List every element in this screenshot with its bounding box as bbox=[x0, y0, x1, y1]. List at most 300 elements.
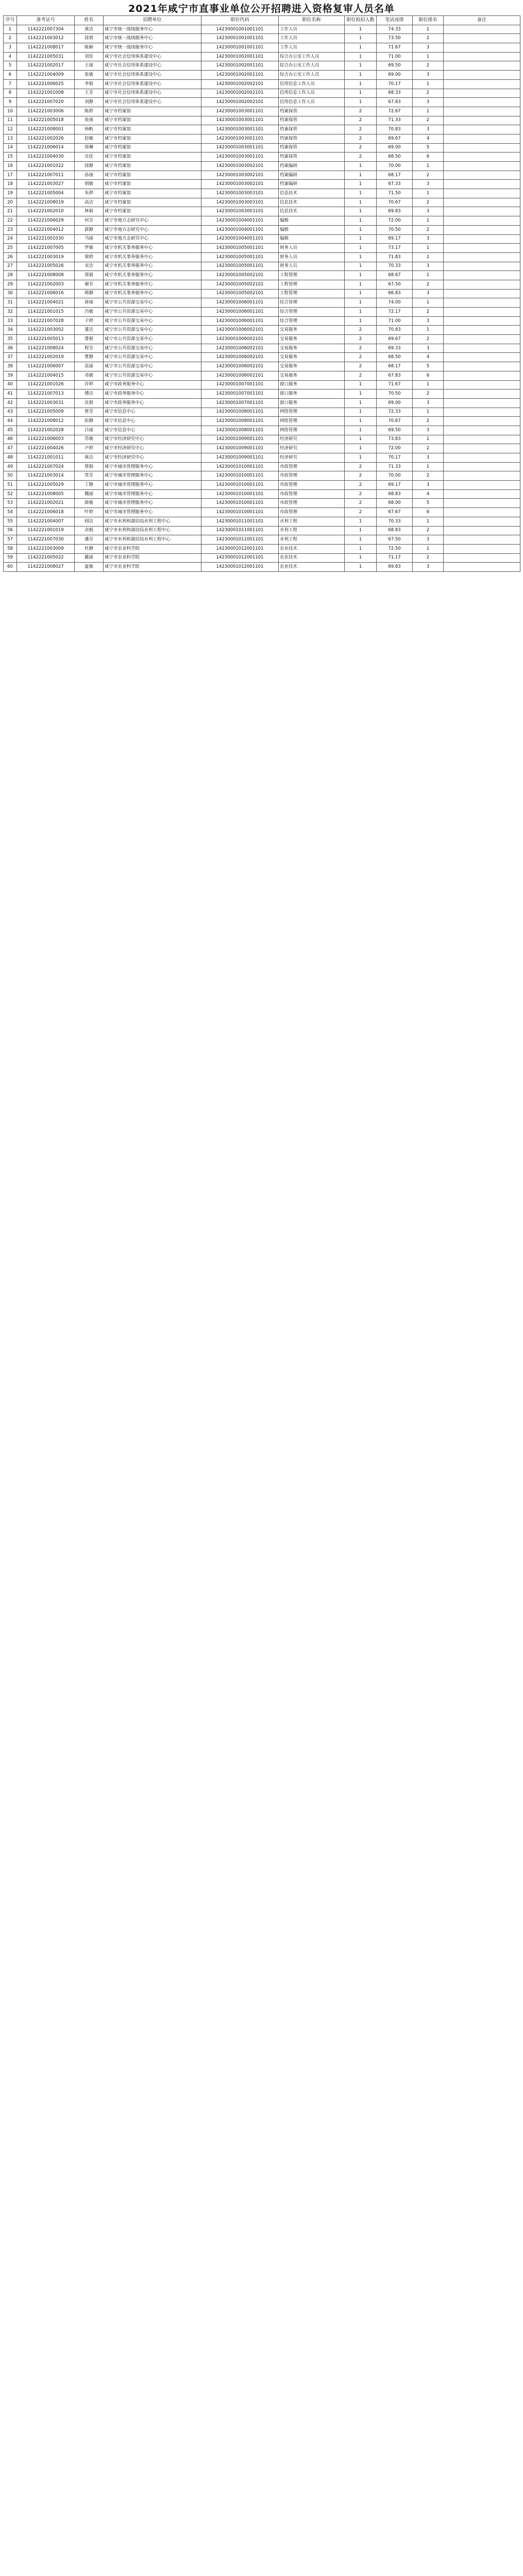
table-row bbox=[4, 471, 520, 481]
table-cell: 3 bbox=[413, 535, 444, 545]
table-row bbox=[4, 371, 520, 380]
table-cell: 财务人员 bbox=[279, 252, 345, 262]
table-row bbox=[4, 289, 520, 298]
table-cell: 21 bbox=[4, 207, 17, 216]
table-cell: 2 bbox=[413, 526, 444, 535]
table-cell: 45 bbox=[4, 426, 17, 435]
table-cell: 70.67 bbox=[377, 417, 413, 426]
table-cell: 卢婷 bbox=[75, 444, 104, 453]
table-cell: 2 bbox=[413, 252, 444, 262]
table-cell: 丁静 bbox=[75, 481, 104, 490]
table-row bbox=[4, 481, 520, 490]
table-cell: 交易服务 bbox=[279, 344, 345, 353]
table-cell: 韩静 bbox=[75, 289, 104, 298]
table-row bbox=[4, 280, 520, 289]
table-cell: 29 bbox=[4, 280, 17, 289]
table-cell: 工程管理 bbox=[279, 280, 345, 289]
table-cell: 1142221007005 bbox=[17, 244, 75, 253]
table-cell: 14230001004001101 bbox=[201, 234, 279, 244]
table-cell: 73.83 bbox=[377, 435, 413, 444]
table-cell: 咸宁市公共资源交易中心 bbox=[104, 344, 201, 353]
table-cell bbox=[444, 280, 520, 289]
table-cell bbox=[444, 171, 520, 180]
table-cell: 14230001012001101 bbox=[201, 563, 279, 572]
table-cell: 1 bbox=[345, 271, 377, 280]
table-cell: 70.83 bbox=[377, 326, 413, 335]
table-cell: 1142221008019 bbox=[17, 198, 75, 207]
table-cell bbox=[444, 544, 520, 553]
table-cell: 信用信息工作人员 bbox=[279, 98, 345, 107]
table-cell: 68.17 bbox=[377, 362, 413, 371]
table-cell: 14230001009001101 bbox=[201, 444, 279, 453]
table-cell bbox=[444, 526, 520, 535]
table-cell: 1 bbox=[345, 289, 377, 298]
table-row bbox=[4, 162, 520, 171]
table-cell: 工作人员 bbox=[279, 34, 345, 43]
table-cell: 51 bbox=[4, 481, 17, 490]
table-header-row bbox=[4, 16, 520, 25]
table-cell: 2 bbox=[345, 481, 377, 490]
table-cell: 咸宁市社会信用体系建设中心 bbox=[104, 98, 201, 107]
table-cell: 赵敏 bbox=[75, 134, 104, 143]
table-cell: 48 bbox=[4, 453, 17, 463]
table-cell: 咸宁市档案馆 bbox=[104, 189, 201, 198]
table-cell: 交易服务 bbox=[279, 326, 345, 335]
table-cell: 37 bbox=[4, 353, 17, 362]
table-cell: 1142221008024 bbox=[17, 344, 75, 353]
table-cell bbox=[444, 353, 520, 362]
table-cell: 交易服务 bbox=[279, 371, 345, 380]
table-cell: 余娟 bbox=[75, 526, 104, 535]
table-row bbox=[4, 143, 520, 152]
table-cell: 2 bbox=[345, 152, 377, 162]
table-cell: 1 bbox=[345, 244, 377, 253]
table-cell: 咸宁市农业科学院 bbox=[104, 553, 201, 563]
table-cell: 咸宁市农业科学院 bbox=[104, 563, 201, 572]
table-cell: 档案保管 bbox=[279, 107, 345, 116]
table-cell: 2 bbox=[413, 198, 444, 207]
table-cell: 咸宁市水利和湖泊局水利工程中心 bbox=[104, 526, 201, 535]
table-cell: 5 bbox=[4, 61, 17, 71]
table-cell: 1142221003014 bbox=[17, 471, 75, 481]
table-cell: 14230001005001101 bbox=[201, 244, 279, 253]
table-row bbox=[4, 198, 520, 207]
table-cell bbox=[444, 426, 520, 435]
table-cell: 2 bbox=[345, 508, 377, 517]
table-cell: 咸宁市档案馆 bbox=[104, 125, 201, 134]
table-cell: 71.33 bbox=[377, 462, 413, 471]
table-cell: 咸宁市经济研究中心 bbox=[104, 453, 201, 463]
table-cell: 3 bbox=[413, 344, 444, 353]
table-cell: 2 bbox=[345, 326, 377, 335]
table-row bbox=[4, 526, 520, 535]
table-cell: 3 bbox=[4, 43, 17, 53]
table-cell: 14230001003001101 bbox=[201, 134, 279, 143]
table-cell: 14230001010001101 bbox=[201, 508, 279, 517]
table-row bbox=[4, 426, 520, 435]
table-cell: 44 bbox=[4, 417, 17, 426]
table-cell bbox=[444, 362, 520, 371]
table-cell: 档案编研 bbox=[279, 171, 345, 180]
table-cell: 68.83 bbox=[377, 526, 413, 535]
table-cell: 1142221003027 bbox=[17, 180, 75, 189]
table-cell: 1 bbox=[345, 171, 377, 180]
table-row bbox=[4, 180, 520, 189]
table-cell: 咸宁市档案馆 bbox=[104, 134, 201, 143]
table-cell: 交易服务 bbox=[279, 362, 345, 371]
table-row bbox=[4, 216, 520, 226]
table-cell: 31 bbox=[4, 298, 17, 308]
table-cell: 1 bbox=[413, 271, 444, 280]
table-cell: 14230001006001101 bbox=[201, 316, 279, 326]
table-cell: 咸宁市档案馆 bbox=[104, 207, 201, 216]
table-cell: 23 bbox=[4, 225, 17, 234]
table-cell: 1 bbox=[345, 79, 377, 89]
table-cell: 3 bbox=[413, 125, 444, 134]
table-row bbox=[4, 271, 520, 280]
table-cell bbox=[444, 43, 520, 53]
table-cell: 郭静 bbox=[75, 225, 104, 234]
table-cell: 1 bbox=[345, 180, 377, 189]
table-row bbox=[4, 116, 520, 125]
table-cell: 70.50 bbox=[377, 389, 413, 399]
table-cell bbox=[444, 25, 520, 34]
table-cell: 14230001002001101 bbox=[201, 71, 279, 80]
table-cell: 42 bbox=[4, 398, 17, 408]
table-cell: 薛敏 bbox=[75, 499, 104, 508]
table-cell: 1142221006007 bbox=[17, 362, 75, 371]
table-cell: 69.17 bbox=[377, 234, 413, 244]
table-cell bbox=[444, 162, 520, 171]
document-page bbox=[3, 2, 520, 572]
table-cell: 54 bbox=[4, 508, 17, 517]
table-cell: 14230001006002101 bbox=[201, 335, 279, 344]
table-cell: 夏敏 bbox=[75, 563, 104, 572]
table-cell: 水利工程 bbox=[279, 526, 345, 535]
table-cell: 2 bbox=[345, 125, 377, 134]
table-cell bbox=[444, 380, 520, 389]
table-cell: 咸宁市公共资源交易中心 bbox=[104, 362, 201, 371]
table-cell: 6 bbox=[413, 508, 444, 517]
table-cell: 1 bbox=[345, 553, 377, 563]
table-cell: 谢芳 bbox=[75, 280, 104, 289]
table-cell: 信息技术 bbox=[279, 189, 345, 198]
table-cell: 71.17 bbox=[377, 553, 413, 563]
table-cell: 14 bbox=[4, 143, 17, 152]
table-cell: 70.33 bbox=[377, 262, 413, 271]
table-cell: 1 bbox=[345, 189, 377, 198]
table-cell: 窗口服务 bbox=[279, 389, 345, 399]
table-cell: 阎洁 bbox=[75, 517, 104, 526]
table-cell: 1142221002019 bbox=[17, 353, 75, 362]
table-cell: 1142221005018 bbox=[17, 116, 75, 125]
table-cell: 1 bbox=[345, 61, 377, 71]
table-cell: 咸宁市档案馆 bbox=[104, 116, 201, 125]
table-cell bbox=[444, 316, 520, 326]
table-cell: 68.83 bbox=[377, 489, 413, 499]
table-cell: 71.67 bbox=[377, 43, 413, 53]
table-cell: 38 bbox=[4, 362, 17, 371]
table-cell: 市政管理 bbox=[279, 471, 345, 481]
table-cell: 14230001008001101 bbox=[201, 417, 279, 426]
table-row bbox=[4, 462, 520, 471]
table-cell: 52 bbox=[4, 489, 17, 499]
table-cell: 14230001010001101 bbox=[201, 481, 279, 490]
table-cell: 网络管理 bbox=[279, 408, 345, 417]
table-row bbox=[4, 353, 520, 362]
table-cell: 14230001002001101 bbox=[201, 61, 279, 71]
table-cell: 71.67 bbox=[377, 380, 413, 389]
table-cell: 14230001003003101 bbox=[201, 189, 279, 198]
table-cell: 70.67 bbox=[377, 198, 413, 207]
table-cell: 58 bbox=[4, 544, 17, 553]
table-cell: 4 bbox=[413, 353, 444, 362]
table-cell: 2 bbox=[413, 61, 444, 71]
table-cell: 综合办公室工作人员 bbox=[279, 71, 345, 80]
table-cell: 2 bbox=[345, 335, 377, 344]
table-row bbox=[4, 535, 520, 545]
table-cell: 档案编研 bbox=[279, 180, 345, 189]
table-cell: 1142221004009 bbox=[17, 71, 75, 80]
table-cell bbox=[444, 271, 520, 280]
table-row bbox=[4, 435, 520, 444]
table-cell: 咸宁市公共资源交易中心 bbox=[104, 298, 201, 308]
table-cell: 潘芳 bbox=[75, 535, 104, 545]
table-cell: 刘佳 bbox=[75, 52, 104, 61]
table-cell: 咸宁市社会信用体系建设中心 bbox=[104, 89, 201, 98]
table-cell: 咸宁市社会信用体系建设中心 bbox=[104, 79, 201, 89]
table-cell: 14230001010001101 bbox=[201, 471, 279, 481]
table-cell bbox=[444, 344, 520, 353]
table-cell: 1 bbox=[345, 426, 377, 435]
table-cell: 14230001006002101 bbox=[201, 326, 279, 335]
table-cell: 吕丽 bbox=[75, 426, 104, 435]
table-cell: 14230001003001101 bbox=[201, 143, 279, 152]
table-cell: 14230001005001101 bbox=[201, 262, 279, 271]
table-cell bbox=[444, 116, 520, 125]
table-cell: 市政管理 bbox=[279, 481, 345, 490]
table-cell: 1 bbox=[345, 162, 377, 171]
table-cell: 2 bbox=[413, 553, 444, 563]
table-cell: 咸宁市经济研究中心 bbox=[104, 435, 201, 444]
table-cell: 14230001003002101 bbox=[201, 180, 279, 189]
table-cell: 1142221001008 bbox=[17, 89, 75, 98]
table-cell: 74.00 bbox=[377, 298, 413, 308]
table-cell bbox=[444, 499, 520, 508]
table-cell: 陈婷 bbox=[75, 107, 104, 116]
table-cell: 农业技术 bbox=[279, 544, 345, 553]
table-cell: 1142221001015 bbox=[17, 308, 75, 317]
table-cell: 43 bbox=[4, 408, 17, 417]
table-cell: 综合管理 bbox=[279, 308, 345, 317]
table-cell: 罗敏 bbox=[75, 244, 104, 253]
table-cell: 徐倩 bbox=[75, 34, 104, 43]
table-cell: 窗口服务 bbox=[279, 380, 345, 389]
table-row bbox=[4, 189, 520, 198]
table-cell: 2 bbox=[345, 362, 377, 371]
table-cell: 3 bbox=[413, 43, 444, 53]
table-cell: 咸宁市机关事务服务中心 bbox=[104, 271, 201, 280]
table-cell: 1142221005031 bbox=[17, 52, 75, 61]
table-cell: 1 bbox=[345, 207, 377, 216]
table-cell: 综合管理 bbox=[279, 316, 345, 326]
table-cell bbox=[444, 216, 520, 226]
table-cell: 1 bbox=[413, 544, 444, 553]
table-cell: 14230001003001101 bbox=[201, 107, 279, 116]
table-cell: 综合办公室工作人员 bbox=[279, 52, 345, 61]
table-cell: 9 bbox=[4, 98, 17, 107]
table-cell: 1 bbox=[345, 25, 377, 34]
table-cell: 14230001003001101 bbox=[201, 152, 279, 162]
table-cell: 14230001008001101 bbox=[201, 408, 279, 417]
table-cell: 14230001005002101 bbox=[201, 289, 279, 298]
table-cell: 2 bbox=[345, 462, 377, 471]
table-cell: 咸宁市信息中心 bbox=[104, 426, 201, 435]
table-cell: 14230001002002101 bbox=[201, 98, 279, 107]
table-cell bbox=[444, 152, 520, 162]
table-cell: 杜静 bbox=[75, 544, 104, 553]
table-cell: 12 bbox=[4, 125, 17, 134]
table-cell: 72.17 bbox=[377, 308, 413, 317]
table-cell: 咸宁市经济研究中心 bbox=[104, 444, 201, 453]
table-cell: 1 bbox=[345, 89, 377, 98]
table-cell: 市政管理 bbox=[279, 462, 345, 471]
table-cell: 咸宁市公共资源交易中心 bbox=[104, 371, 201, 380]
table-cell: 14230001003002101 bbox=[201, 162, 279, 171]
table-cell: 17 bbox=[4, 171, 17, 180]
header-cell: 准考证号 bbox=[17, 16, 75, 25]
table-cell: 68.50 bbox=[377, 152, 413, 162]
table-cell: 73.17 bbox=[377, 244, 413, 253]
table-cell: 36 bbox=[4, 344, 17, 353]
table-cell: 19 bbox=[4, 189, 17, 198]
table-cell: 1142221008005 bbox=[17, 489, 75, 499]
table-cell: 70.33 bbox=[377, 517, 413, 526]
table-cell: 2 bbox=[413, 308, 444, 317]
table-cell: 41 bbox=[4, 389, 17, 399]
table-cell: 1142221008008 bbox=[17, 271, 75, 280]
table-cell: 33 bbox=[4, 316, 17, 326]
table-cell: 市政管理 bbox=[279, 499, 345, 508]
table-cell bbox=[444, 189, 520, 198]
table-cell: 水利工程 bbox=[279, 535, 345, 545]
table-cell bbox=[444, 89, 520, 98]
table-row bbox=[4, 244, 520, 253]
table-cell: 朱婷 bbox=[75, 189, 104, 198]
table-cell: 14230001006001101 bbox=[201, 308, 279, 317]
table-cell: 咸宁市档案馆 bbox=[104, 107, 201, 116]
table-cell: 1 bbox=[413, 298, 444, 308]
table-cell: 吴佳 bbox=[75, 152, 104, 162]
table-cell bbox=[444, 553, 520, 563]
table-cell: 1142221006014 bbox=[17, 143, 75, 152]
table-cell: 34 bbox=[4, 326, 17, 335]
table-cell: 沈娟 bbox=[75, 398, 104, 408]
table-cell: 6 bbox=[413, 371, 444, 380]
table-cell: 30 bbox=[4, 289, 17, 298]
table-cell: 2 bbox=[345, 116, 377, 125]
table-cell: 1 bbox=[413, 79, 444, 89]
table-cell: 1142221005013 bbox=[17, 335, 75, 344]
table-cell: 49 bbox=[4, 462, 17, 471]
table-row bbox=[4, 362, 520, 371]
table-cell: 王丽 bbox=[75, 61, 104, 71]
table-cell: 1142221002003 bbox=[17, 280, 75, 289]
table-cell: 咸宁市机关事务服务中心 bbox=[104, 289, 201, 298]
table-row bbox=[4, 207, 520, 216]
table-cell: 1 bbox=[345, 298, 377, 308]
table-cell bbox=[444, 244, 520, 253]
table-cell: 14230001011001101 bbox=[201, 535, 279, 545]
table-cell: 2 bbox=[413, 225, 444, 234]
table-cell: 1 bbox=[345, 408, 377, 417]
table-cell: 14230001005001101 bbox=[201, 252, 279, 262]
table-row bbox=[4, 298, 520, 308]
header-cell: 职位排名 bbox=[413, 16, 444, 25]
table-cell: 1142221001022 bbox=[17, 162, 75, 171]
table-cell: 2 bbox=[345, 143, 377, 152]
table-row bbox=[4, 61, 520, 71]
table-cell: 咸宁市城市管理服务中心 bbox=[104, 499, 201, 508]
table-cell: 14230001003003101 bbox=[201, 207, 279, 216]
table-cell: 4 bbox=[4, 52, 17, 61]
table-cell: 网络管理 bbox=[279, 417, 345, 426]
table-cell: 3 bbox=[413, 207, 444, 216]
table-cell: 14230001002002101 bbox=[201, 89, 279, 98]
table-cell: 财务人员 bbox=[279, 244, 345, 253]
table-cell bbox=[444, 389, 520, 399]
table-cell: 咸宁市档案馆 bbox=[104, 152, 201, 162]
table-cell: 窗口服务 bbox=[279, 398, 345, 408]
table-cell: 彭静 bbox=[75, 417, 104, 426]
table-cell bbox=[444, 225, 520, 234]
table-cell: 1142221001030 bbox=[17, 234, 75, 244]
table-body bbox=[4, 25, 520, 571]
table-cell: 1142221003031 bbox=[17, 398, 75, 408]
table-cell: 萧娟 bbox=[75, 335, 104, 344]
table-row bbox=[4, 234, 520, 244]
table-cell: 27 bbox=[4, 262, 17, 271]
page-title: 2021年咸宁市直事业单位公开招聘进入资格复审人员名单 bbox=[128, 3, 395, 14]
table-cell: 1 bbox=[345, 216, 377, 226]
table-cell: 67.83 bbox=[377, 371, 413, 380]
table-cell: 档案保管 bbox=[279, 116, 345, 125]
table-cell: 71.83 bbox=[377, 252, 413, 262]
table-cell: 1142221001011 bbox=[17, 453, 75, 463]
table-cell: 1 bbox=[413, 408, 444, 417]
table-cell: 咸宁市公共资源交易中心 bbox=[104, 316, 201, 326]
table-cell: 2 bbox=[413, 389, 444, 399]
table-cell: 1142221003006 bbox=[17, 107, 75, 116]
table-cell: 2 bbox=[413, 471, 444, 481]
table-cell: 2 bbox=[345, 471, 377, 481]
table-cell: 1142221006029 bbox=[17, 216, 75, 226]
table-cell: 2 bbox=[345, 344, 377, 353]
table-cell: 3 bbox=[413, 98, 444, 107]
table-cell: 2 bbox=[345, 371, 377, 380]
table-cell: 71.00 bbox=[377, 316, 413, 326]
table-cell: 1142221007024 bbox=[17, 462, 75, 471]
table-cell: 69.17 bbox=[377, 481, 413, 490]
table-cell: 咸宁市政务服务中心 bbox=[104, 398, 201, 408]
table-cell: 1 bbox=[345, 389, 377, 399]
table-cell: 张敏 bbox=[75, 71, 104, 80]
table-cell bbox=[444, 563, 520, 572]
table-row bbox=[4, 453, 520, 463]
table-cell: 农业技术 bbox=[279, 553, 345, 563]
table-cell: 14230001007001101 bbox=[201, 398, 279, 408]
table-cell: 1 bbox=[413, 380, 444, 389]
